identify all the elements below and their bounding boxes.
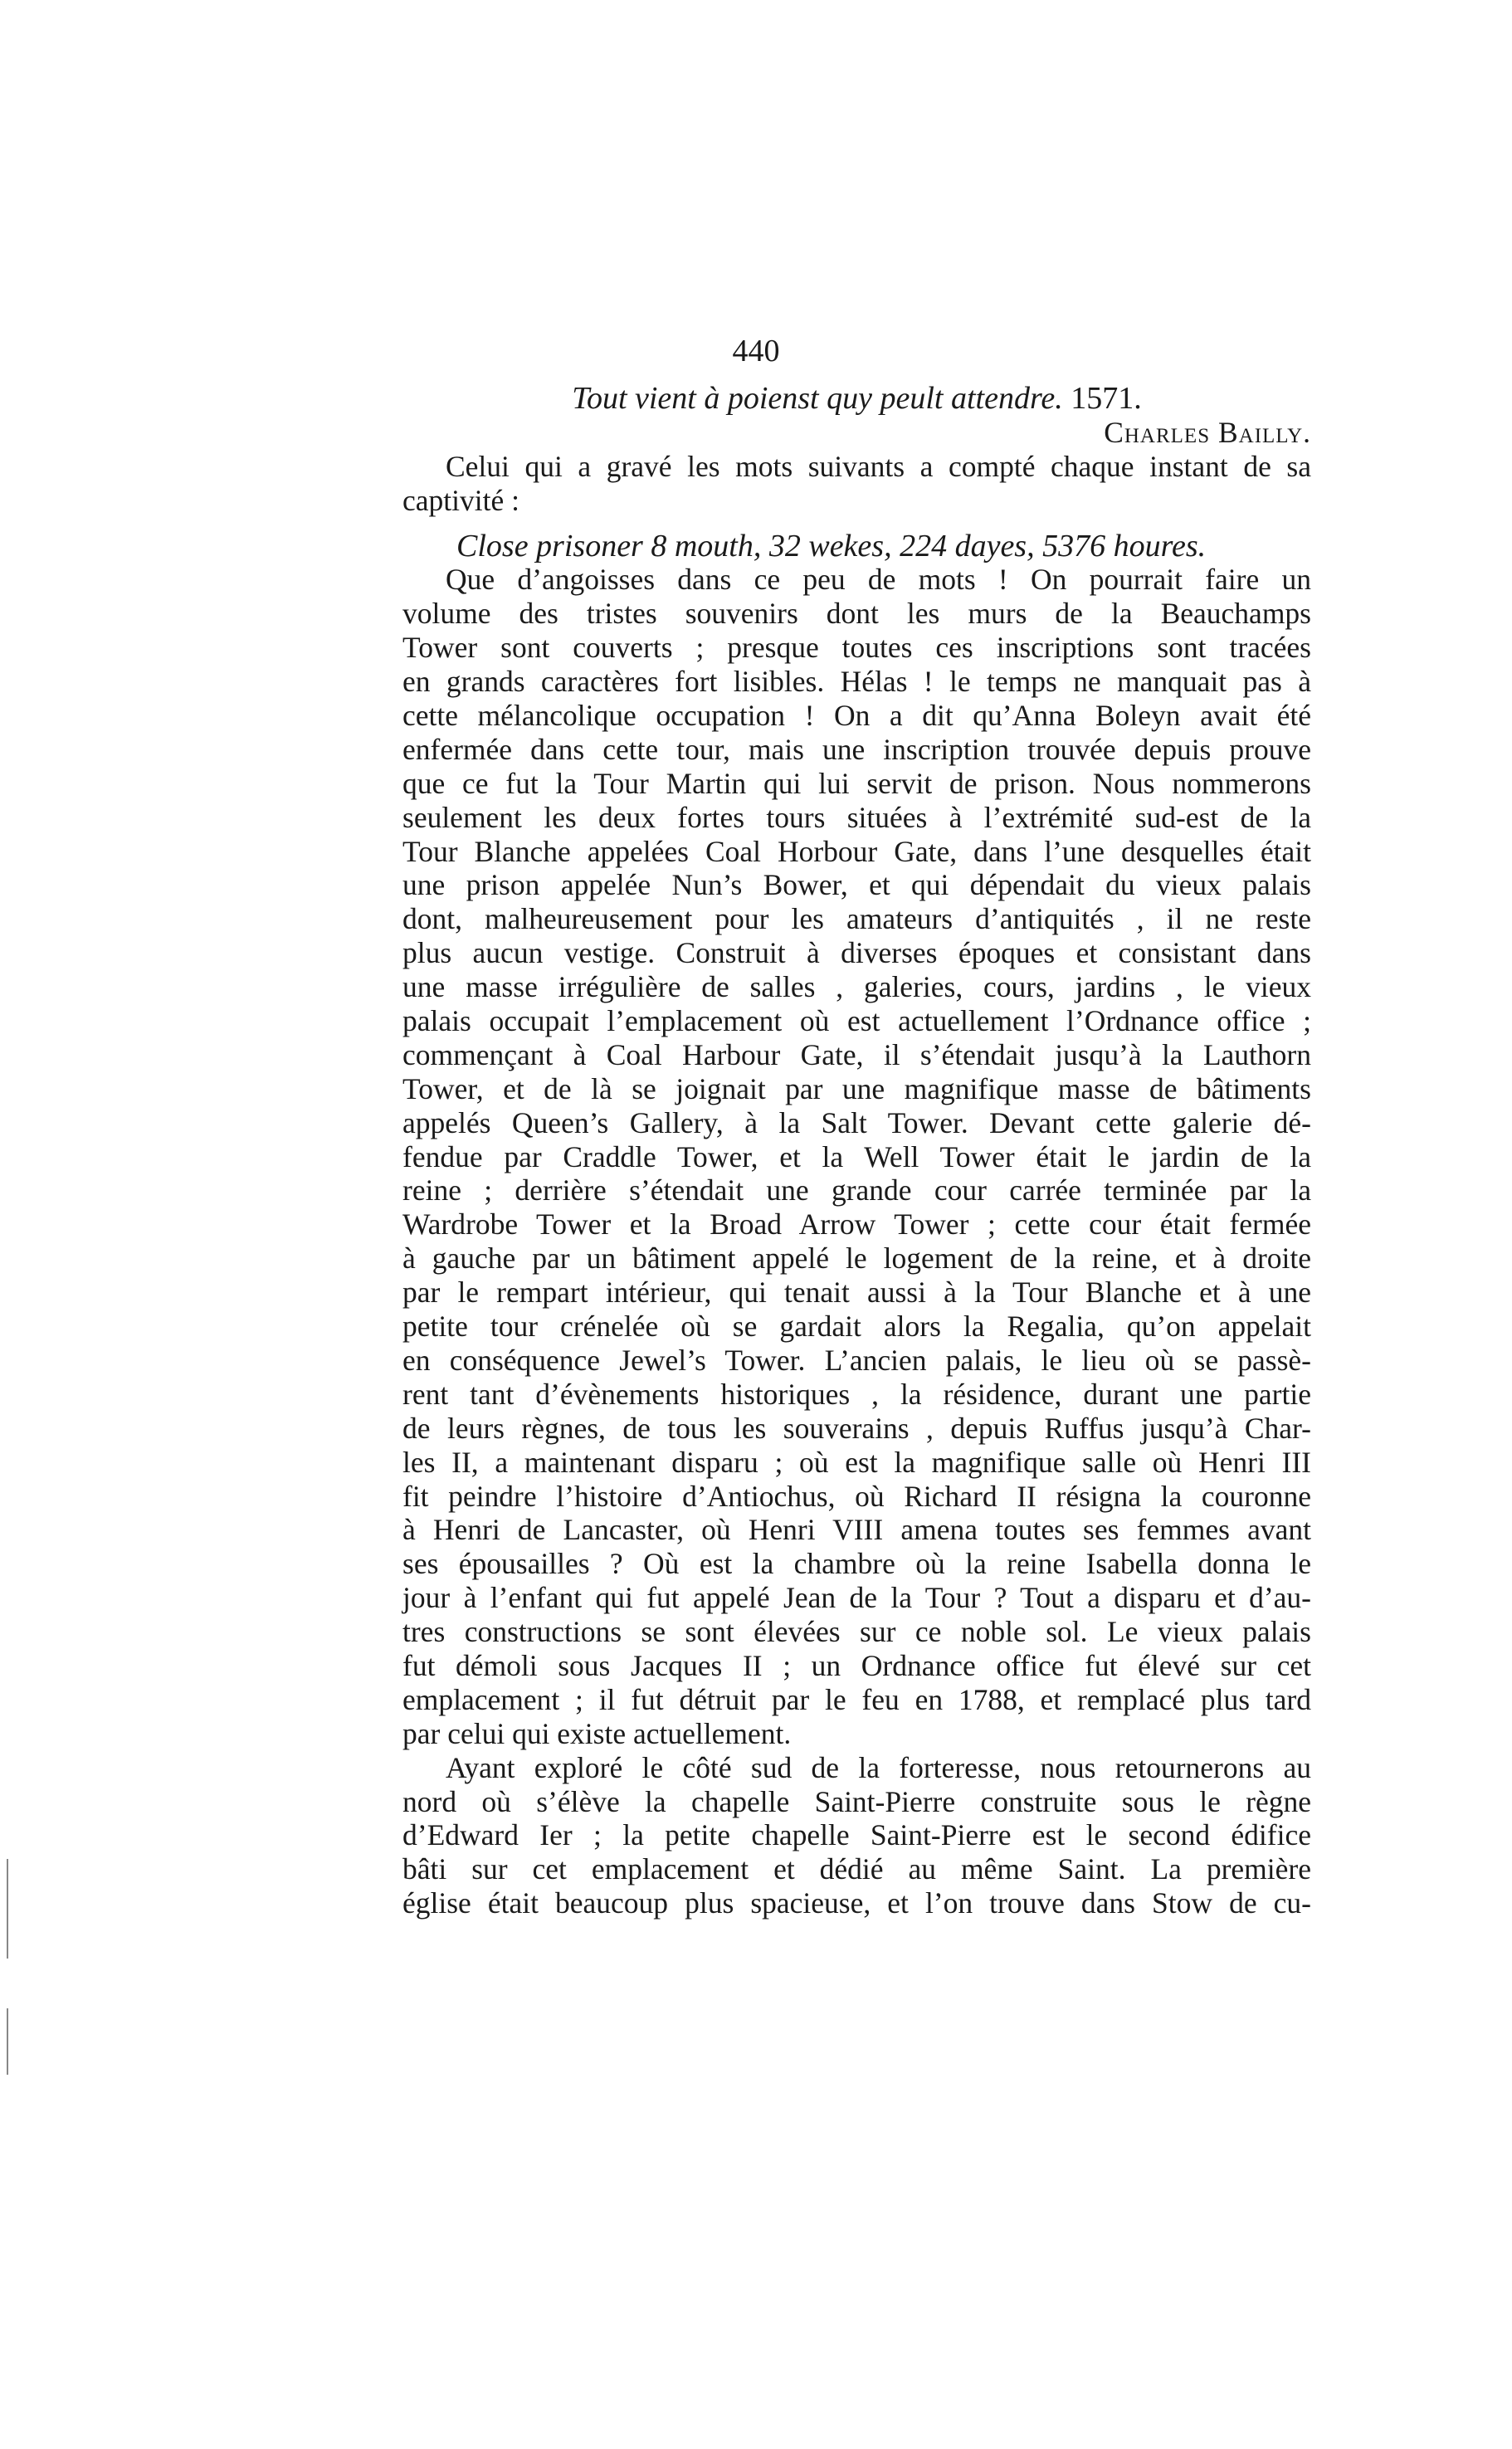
text-line: fit peindre l’histoire d’Antiochus, où Richard II résigna la couronne — [402, 1479, 1311, 1513]
text-line: d’Edward Ier ; la petite chapelle Saint-Pierre est le second édifice — [402, 1818, 1311, 1852]
text-line: bâti sur cet emplacement et dédié au même Saint. La première — [402, 1852, 1311, 1886]
text-line: en grands caractères fort lisibles. Hélas ! le temps ne manquait pas à — [402, 665, 1311, 699]
text-line: église était beaucoup plus spacieuse, et l’on trouve dans Stow de cu- — [402, 1886, 1311, 1920]
text-line: dont, malheureusement pour les amateurs d’antiquités , il ne reste — [402, 902, 1311, 936]
epigraph-text: Tout vient à poienst quy peult attendre. — [572, 381, 1063, 416]
text-line: les II, a maintenant disparu ; où est la magnifique salle où Henri III — [402, 1445, 1311, 1479]
page-number: 440 — [732, 334, 780, 368]
text-line: une masse irrégulière de salles , galeries, cours, jardins , le vieux — [402, 970, 1311, 1004]
text-line: de leurs règnes, de tous les souverains , depuis Ruffus jusqu’à Char- — [402, 1411, 1311, 1445]
text-line: Celui qui a gravé les mots suivants a compté chaque instant de sa — [446, 449, 1311, 483]
text-line — [402, 518, 1311, 529]
text-line: appelés Queen’s Gallery, à la Salt Tower. Devant cette galerie dé- — [402, 1105, 1311, 1139]
text-line: à gauche par un bâtiment appelé le logement de la reine, et à droite — [402, 1242, 1311, 1276]
text-line: Que d’angoisses dans ce peu de mots ! On pourrait faire un — [446, 563, 1311, 597]
text-line: reine ; derrière s’étendait une grande cour carrée terminée par la — [402, 1173, 1311, 1207]
body-text — [402, 450, 1311, 1920]
text-line: volume des tristes souvenirs dont les murs de la Beauchamps — [402, 597, 1311, 631]
epigraph-year: 1571. — [1062, 381, 1142, 416]
text-line: que ce fut la Tour Martin qui lui servit de prison. Nous nommerons — [402, 766, 1311, 800]
text-line: par le rempart intérieur, qui tenait aussi à la Tour Blanche et à une — [402, 1276, 1311, 1310]
text-line: Tower, et de là se joignait par une magnifique masse de bâtiments — [402, 1071, 1311, 1105]
text-line: commençant à Coal Harbour Gate, il s’étendait jusqu’à la Lauthorn — [402, 1037, 1311, 1071]
text-line: plus aucun vestige. Construit à diverses époques et consistant dans — [402, 936, 1311, 970]
margin-mark — [7, 1859, 8, 1959]
text-line: à Henri de Lancaster, où Henri VIII amena toutes ses femmes avant — [402, 1513, 1311, 1547]
text-line: en conséquence Jewel’s Tower. L’ancien palais, le lieu où se passè- — [402, 1343, 1311, 1377]
text-line: fendue par Craddle Tower, et la Well Tower était le jardin de la — [402, 1139, 1311, 1173]
text-line: Close prisoner 8 mouth, 32 wekes, 224 dayes, 5376 houres. — [456, 528, 1207, 563]
epigraph — [402, 382, 1311, 416]
text-line: une prison appelée Nun’s Bower, et qui dépendait du vieux palais — [402, 868, 1311, 902]
text-line: nord où s’élève la chapelle Saint-Pierre construite sous le règne — [402, 1784, 1311, 1818]
text-line: Tour Blanche appelées Coal Horbour Gate, dans l’une desquelles était — [402, 834, 1311, 868]
text-line: Tower sont couverts ; presque toutes ces inscriptions sont tracées — [402, 631, 1311, 665]
text-line: ses épousailles ? Où est la chambre où la reine Isabella donna le — [402, 1547, 1311, 1581]
text-line: enfermée dans cette tour, mais une inscription trouvée depuis prouve — [402, 732, 1311, 766]
text-line: tres constructions se sont élevées sur ce noble sol. Le vieux palais — [402, 1615, 1311, 1649]
text-line: captivité : — [402, 483, 519, 517]
text-line: fut démoli sous Jacques II ; un Ordnance office fut élevé sur cet — [402, 1648, 1311, 1682]
text-line: jour à l’enfant qui fut appelé Jean de la Tour ? Tout a disparu et d’au- — [402, 1581, 1311, 1615]
text-line: emplacement ; il fut détruit par le feu en 1788, et remplacé plus tard — [402, 1682, 1311, 1716]
text-line: seulement les deux fortes tours situées à l’extrémité sud-est de la — [402, 800, 1311, 834]
text-line: rent tant d’évènements historiques , la résidence, durant une partie — [402, 1377, 1311, 1411]
text-line: Ayant exploré le côté sud de la forteresse, nous retournerons au — [446, 1750, 1311, 1784]
text-line: par celui qui existe actuellement. — [402, 1716, 792, 1750]
margin-mark — [7, 2008, 8, 2075]
signature: Charles Bailly. — [1104, 415, 1311, 449]
text-line: petite tour crénelée où se gardait alors la Regalia, qu’on appelait — [402, 1310, 1311, 1344]
text-line: Wardrobe Tower et la Broad Arrow Tower ; cette cour était fermée — [402, 1207, 1311, 1242]
text-line: palais occupait l’emplacement où est actuellement l’Ordnance office ; — [402, 1004, 1311, 1038]
text-line: cette mélancolique occupation ! On a dit qu’Anna Boleyn avait été — [402, 699, 1311, 733]
text-block — [402, 382, 1311, 1920]
